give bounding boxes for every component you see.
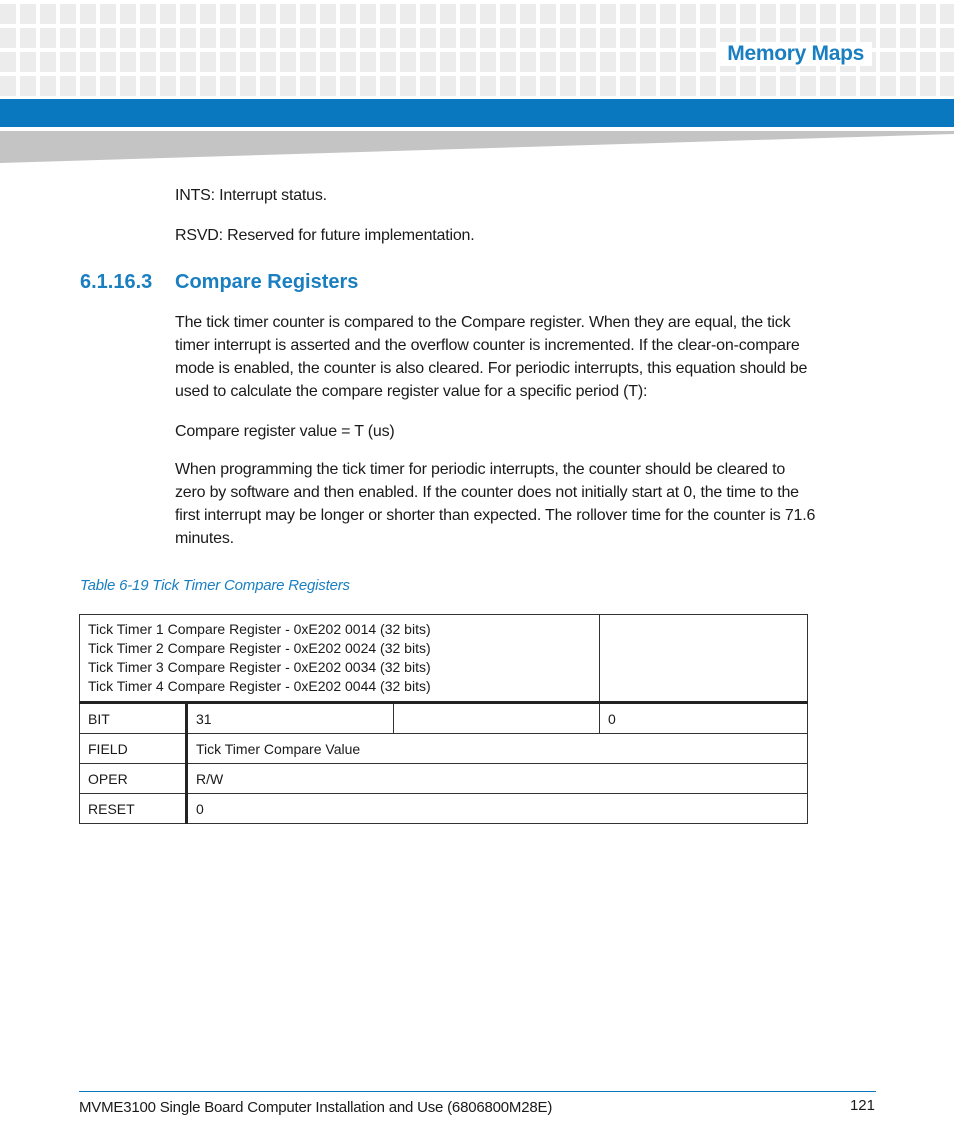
register-title-cell xyxy=(80,615,600,703)
paragraph-line: The tick timer counter is compared to the Compare register. When they are equal, the tick xyxy=(175,314,791,331)
oper-value: R/W xyxy=(187,764,808,794)
table-row-field xyxy=(80,734,808,764)
field-value: Tick Timer Compare Value xyxy=(187,734,808,764)
table-title-row xyxy=(80,615,808,703)
rsvd-definition: RSVD: Reserved for future implementation. xyxy=(175,227,475,244)
register-title-line: Tick Timer 4 Compare Register - 0xE202 0044 (32 bits) xyxy=(88,678,431,694)
table-row-bit xyxy=(80,703,808,734)
paragraph-compare xyxy=(175,311,875,403)
empty-title-cell xyxy=(600,615,808,703)
header-blue-bar xyxy=(0,99,954,127)
paragraph-line: zero by software and then enabled. If the counter does not initially start at 0, the time to the xyxy=(175,484,799,501)
page-number: 121 xyxy=(849,1097,875,1114)
paragraph-line: first interrupt may be longer or shorter than expected. The rollover time for the counter is 71.6 xyxy=(175,507,816,524)
table-row-reset xyxy=(80,794,808,824)
paragraph-line: used to calculate the compare register value for a specific period (T): xyxy=(175,383,648,400)
running-header-title: Memory Maps xyxy=(719,42,872,66)
footer-document-title: MVME3100 Single Board Computer Installation and Use (6806800M28E) xyxy=(79,1099,553,1116)
paragraph-programming xyxy=(175,458,875,550)
header-gray-wedge xyxy=(0,131,954,163)
reset-value: 0 xyxy=(187,794,808,824)
section-heading xyxy=(80,271,358,294)
section-number: 6.1.16.3 xyxy=(80,271,153,293)
bit-low: 0 xyxy=(600,703,808,734)
paragraph-line: timer interrupt is asserted and the overflow counter is incremented. If the clear-on-compare xyxy=(175,337,800,354)
register-title-line: Tick Timer 1 Compare Register - 0xE202 0014 (32 bits) xyxy=(88,621,431,637)
table-row-oper xyxy=(80,764,808,794)
ints-definition: INTS: Interrupt status. xyxy=(175,187,327,204)
equation: Compare register value = T (us) xyxy=(175,423,395,440)
register-table xyxy=(79,614,808,824)
table-caption: Table 6-19 Tick Timer Compare Registers xyxy=(80,577,350,594)
register-title-line: Tick Timer 3 Compare Register - 0xE202 0034 (32 bits) xyxy=(88,659,431,675)
bit-middle-empty xyxy=(394,703,600,734)
oper-label: OPER xyxy=(80,764,187,794)
bit-high: 31 xyxy=(187,703,394,734)
register-title-line: Tick Timer 2 Compare Register - 0xE202 0024 (32 bits) xyxy=(88,640,431,656)
reset-label: RESET xyxy=(80,794,187,824)
paragraph-line: mode is enabled, the counter is also cleared. For periodic interrupts, this equation should be xyxy=(175,360,808,377)
section-title: Compare Registers xyxy=(175,271,359,293)
paragraph-line: When programming the tick timer for periodic interrupts, the counter should be cleared to xyxy=(175,461,786,478)
field-label: FIELD xyxy=(80,734,187,764)
bit-label: BIT xyxy=(80,703,187,734)
footer-divider xyxy=(79,1091,876,1092)
paragraph-line: minutes. xyxy=(175,530,234,547)
